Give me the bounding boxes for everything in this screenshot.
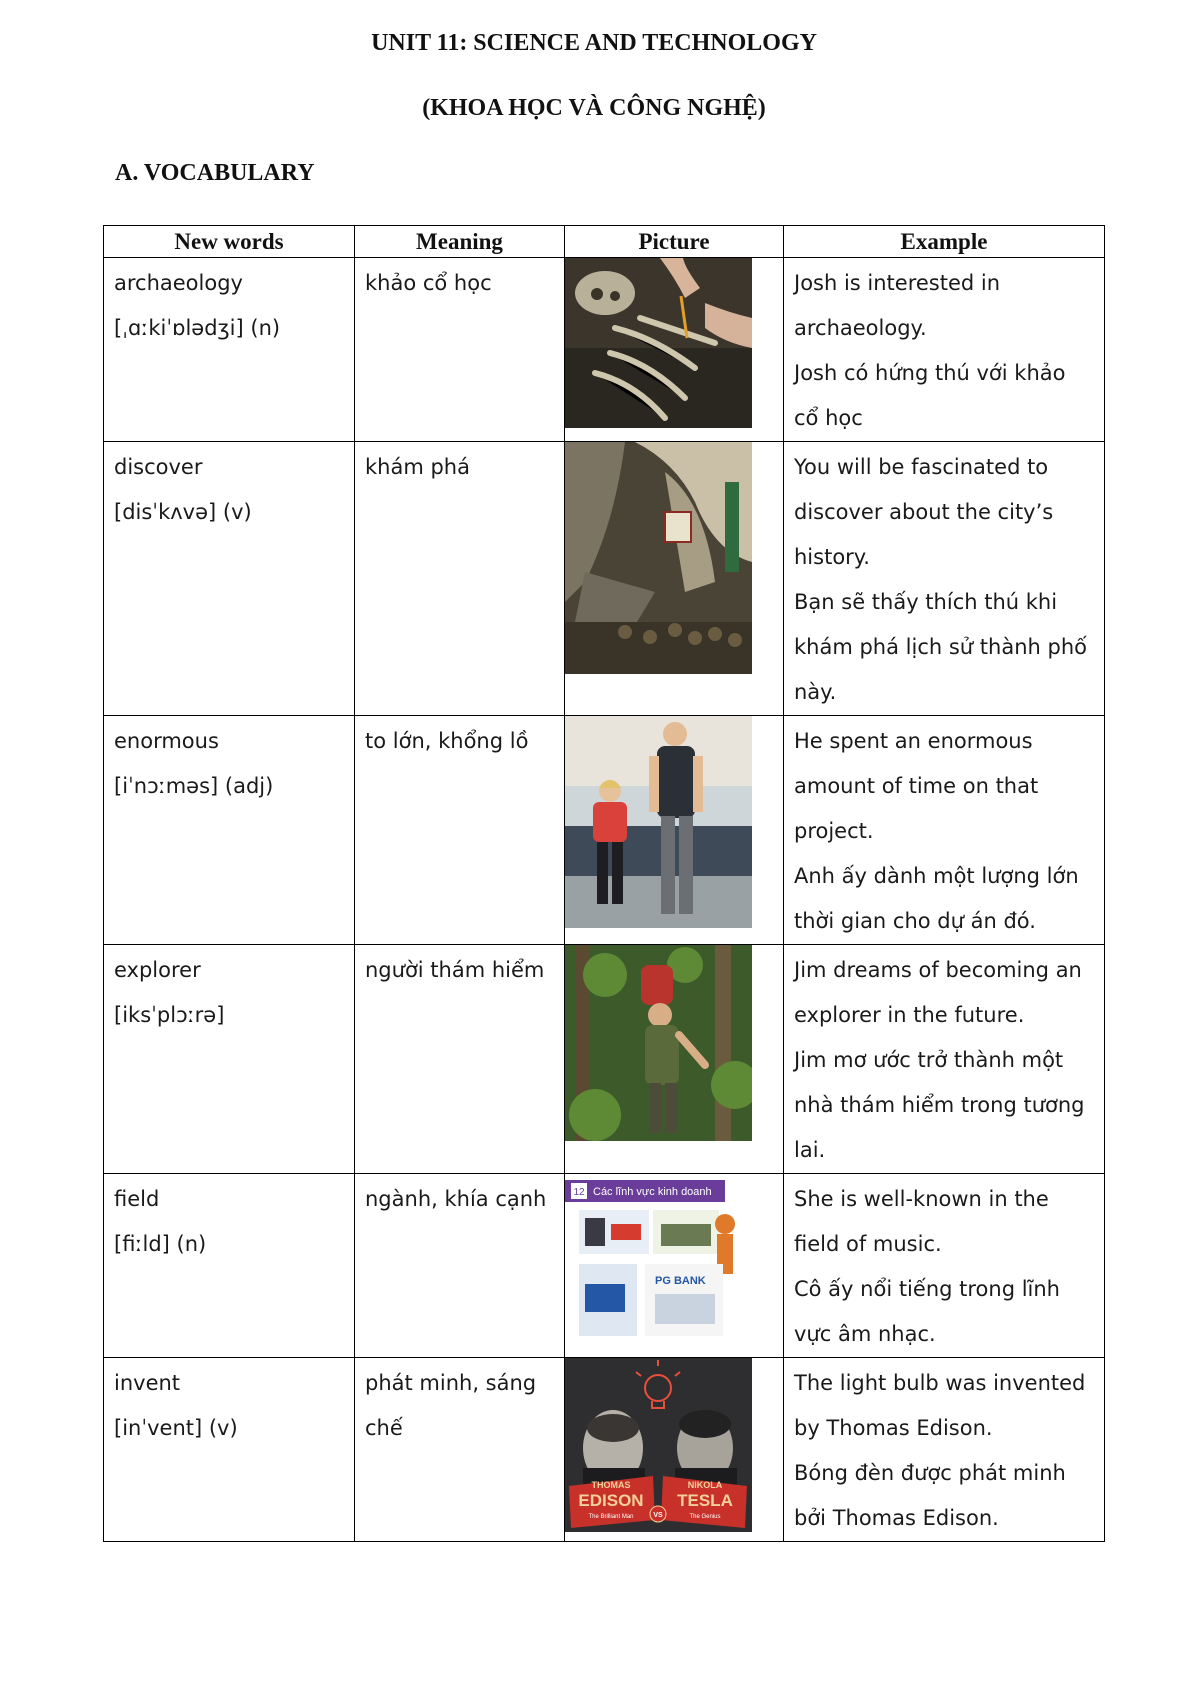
- skeleton-excavation-photo: [565, 258, 752, 432]
- header-meaning: Meaning: [355, 226, 565, 258]
- word: field: [114, 1187, 160, 1211]
- meaning: người thám hiểm: [365, 958, 545, 982]
- pronunciation: [disˈkʌvə] (v): [114, 500, 252, 524]
- tesla-label-top: NIKOLA: [687, 1480, 723, 1490]
- edison-label: EDISON: [578, 1491, 644, 1510]
- jungle-explorer-photo: [565, 945, 752, 1145]
- pronunciation: [iksˈplɔːrə]: [114, 1003, 225, 1027]
- example-english: You will be fascinated to discover about the city’s history.: [794, 455, 1054, 569]
- example-english: Josh is interested in archaeology.: [794, 271, 1001, 340]
- word: invent: [114, 1371, 181, 1395]
- pronunciation: [ˌɑːkiˈɒlədʒi] (n): [114, 316, 281, 340]
- header-picture: Picture: [565, 226, 784, 258]
- pronunciation: [fiːld] (n): [114, 1232, 207, 1256]
- unit-title: UNIT 11: SCIENCE AND TECHNOLOGY: [371, 30, 817, 56]
- word: enormous: [114, 729, 219, 753]
- edison-label-top: THOMAS: [591, 1480, 631, 1490]
- section-heading: A. VOCABULARY: [115, 160, 315, 186]
- table-row: [104, 1174, 1105, 1358]
- example-vietnamese: Jim mơ ước trở thành một nhà thám hiểm trong tương lai.: [794, 1048, 1085, 1162]
- edison-tesla-poster: [565, 1358, 752, 1536]
- slide-title: Các lĩnh vực kinh doanh: [593, 1186, 712, 1198]
- table-row: [104, 1358, 1105, 1542]
- slide-number: 12: [573, 1187, 585, 1198]
- example-english: Jim dreams of becoming an explorer in the future.: [794, 958, 1082, 1027]
- table-row: [104, 945, 1105, 1174]
- table-row: [104, 442, 1105, 716]
- example-vietnamese: Josh có hứng thú với khảo cổ học: [794, 361, 1066, 430]
- table-row: [104, 716, 1105, 945]
- example-english: He spent an enormous amount of time on that project.: [794, 729, 1039, 843]
- header-example: Example: [784, 226, 1105, 258]
- business-fields-slide: [565, 1174, 752, 1350]
- unit-subtitle: (KHOA HỌC VÀ CÔNG NGHỆ): [422, 95, 766, 121]
- tesla-sub: The Genius: [689, 1514, 721, 1520]
- table-row: [104, 258, 1105, 442]
- example-english: She is well-known in the field of music.: [794, 1187, 1049, 1256]
- meaning: phát minh, sáng chế: [365, 1371, 537, 1440]
- example-vietnamese: Cô ấy nổi tiếng trong lĩnh vực âm nhạc.: [794, 1277, 1060, 1346]
- example-vietnamese: Anh ấy dành một lượng lớn thời gian cho dự án đó.: [794, 864, 1079, 933]
- word: discover: [114, 455, 203, 479]
- meaning: khảo cổ học: [365, 271, 492, 295]
- vs-badge: VS: [653, 1512, 663, 1519]
- word: archaeology: [114, 271, 243, 295]
- header-new-words: New words: [104, 226, 355, 258]
- tesla-label: TESLA: [677, 1491, 733, 1510]
- pronunciation: [iˈnɔːməs] (adj): [114, 774, 274, 798]
- meaning: khám phá: [365, 455, 470, 479]
- table-header-row: [104, 226, 1105, 258]
- meaning: to lớn, khổng lồ: [365, 729, 529, 753]
- meaning: ngành, khía cạnh: [365, 1187, 547, 1211]
- cave-tourists-photo: [565, 442, 752, 678]
- pronunciation: [inˈvent] (v): [114, 1416, 238, 1440]
- edison-sub: The Brilliant Man: [588, 1514, 634, 1520]
- example-vietnamese: Bạn sẽ thấy thích thú khi khám phá lịch sử thành phố này.: [794, 590, 1087, 704]
- word: explorer: [114, 958, 201, 982]
- vocabulary-table: [103, 225, 1105, 1542]
- example-vietnamese: Bóng đèn được phát minh bởi Thomas Edison.: [794, 1461, 1066, 1530]
- tall-man-short-woman-photo: [565, 716, 752, 932]
- example-english: The light bulb was invented by Thomas Edison.: [794, 1371, 1086, 1440]
- bank-logo: PG BANK: [655, 1275, 706, 1287]
